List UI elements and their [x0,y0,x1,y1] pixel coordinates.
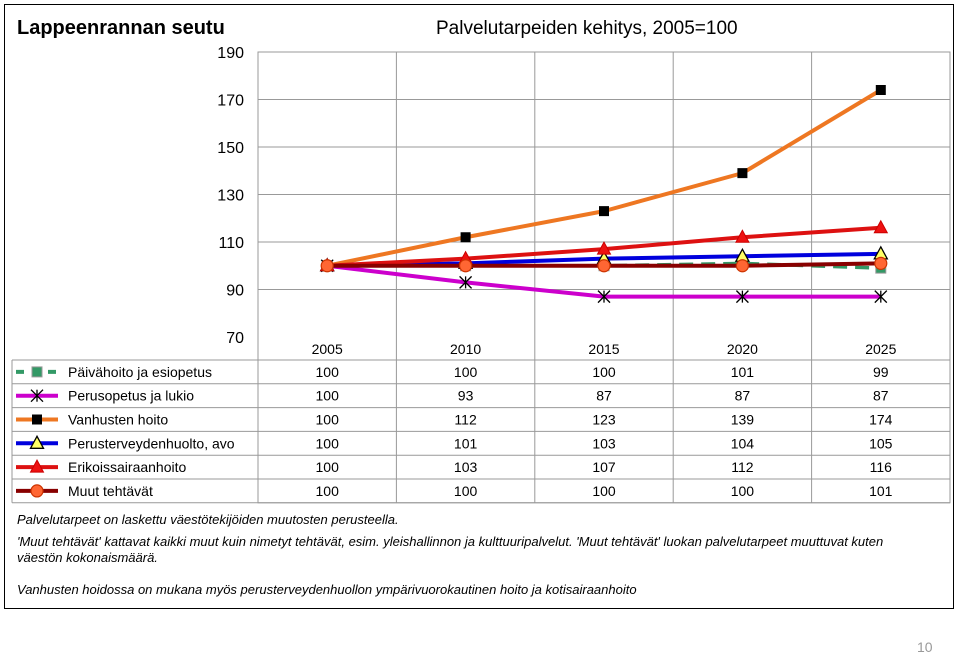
page-number: 10 [917,639,933,655]
y-tick-label: 90 [226,282,244,300]
marker-circle-orange [321,260,333,272]
x-tick-label: 2015 [588,341,620,357]
series-marker [31,485,43,497]
table-cell-value: 87 [734,387,751,404]
table-cell-value: 112 [454,411,477,428]
y-tick-label: 150 [217,140,244,157]
series-marker [598,260,610,272]
region-title: Lappeenrannan seutu [17,17,225,39]
table-cell-value: 100 [730,482,755,499]
table-cell-value: 100 [315,459,339,476]
series-marker [737,168,747,178]
table-cell-value: 123 [592,411,616,428]
data-table [16,341,897,499]
table-cell-value: 104 [730,435,755,452]
marker-square-black [876,85,886,95]
table-cell-value: 100 [315,435,339,452]
y-tick-label: 70 [226,330,244,347]
series-marker [460,260,472,272]
table-cell-value: 103 [453,459,478,476]
x-tick-label: 2005 [311,341,343,357]
table-cell-value: 100 [315,363,339,380]
note-method: Palvelutarpeet on laskettu väestötekijöiden muutosten perusteella. [17,512,399,527]
series-marker [736,260,748,272]
y-tick-label: 170 [217,92,244,110]
table-cell-value: 112 [731,459,754,476]
table-cell-value: 100 [315,482,339,499]
table-cell-value: 100 [453,482,478,499]
x-tick-label: 2010 [450,341,482,357]
table-cell-value: 101 [730,363,755,380]
series-line [327,90,881,266]
series-marker [875,257,887,269]
x-tick-label: 2025 [865,341,897,357]
marker-circle-orange [875,257,887,269]
series-marker [599,206,609,216]
table-cell-value: 93 [457,387,474,404]
legend-label: Perusopetus ja lukio [68,387,195,404]
series-lines [321,85,888,303]
table-row [16,435,893,451]
legend-label: Erikoissairaanhoito [68,459,187,476]
x-tick-label: 2020 [726,341,758,357]
series-marker [32,367,42,377]
table-cell-value: 105 [869,435,893,452]
table-cell-value: 174 [869,411,893,428]
legend-label: Muut tehtävät [68,482,153,499]
table-cell-value: 87 [596,387,612,404]
marker-square-black [32,415,42,425]
marker-circle-orange [598,260,610,272]
y-tick-label: 190 [217,45,244,62]
table-cell-value: 100 [592,363,616,380]
legend-label: Vanhusten hoito [68,411,169,428]
series-marker [461,232,471,242]
chart-title: Palvelutarpeiden kehitys, 2005=100 [436,18,738,39]
table-cell-value: 107 [592,459,616,476]
marker-circle-orange [31,485,43,497]
y-axis-ticks [217,45,244,347]
table-cell-value: 103 [592,435,616,452]
series-marker [321,260,333,272]
y-tick-label: 110 [218,235,244,252]
legend-label: Perusterveydenhuolto, avo [68,435,235,452]
table-cell-value: 99 [873,363,889,380]
marker-square-black [599,206,609,216]
table-cell-value: 100 [315,411,339,428]
table-cell-value: 100 [592,482,616,499]
table-row [16,388,889,404]
table-cell-value: 100 [453,363,478,380]
series-marker [876,85,886,95]
marker-circle-orange [460,260,472,272]
table-row [16,412,893,428]
table-cell-value: 139 [730,411,755,428]
marker-square [32,367,42,377]
marker-circle-orange [736,260,748,272]
table-cell-value: 100 [315,387,339,404]
table-row [16,364,889,380]
table-cell-value: 87 [873,387,889,404]
note-other-tasks: 'Muut tehtävät' kattavat kaikki muut kuin nimetyt tehtävät, esim. yleishallinnon ja kulttuuripalvelut. 'Muut tehtävät' luokan palvelutarpeet muuttuvat kuten väestön kokonaismäärä. [17,534,884,565]
legend-label: Päivähoito ja esiopetus [68,363,212,380]
table-row [16,483,893,499]
table-cell-value: 101 [453,435,478,452]
note-elderly-care: Vanhusten hoidossa on mukana myös perusterveydenhuollon ympärivuorokautinen hoito ja kotisairaanhoito [17,582,637,597]
marker-square-black [461,232,471,242]
table-row [16,459,892,475]
marker-square-black [737,168,747,178]
series-marker [32,415,42,425]
y-tick-label: 130 [217,187,244,205]
table-cell-value: 116 [869,459,892,476]
table-cell-value: 101 [869,482,893,499]
